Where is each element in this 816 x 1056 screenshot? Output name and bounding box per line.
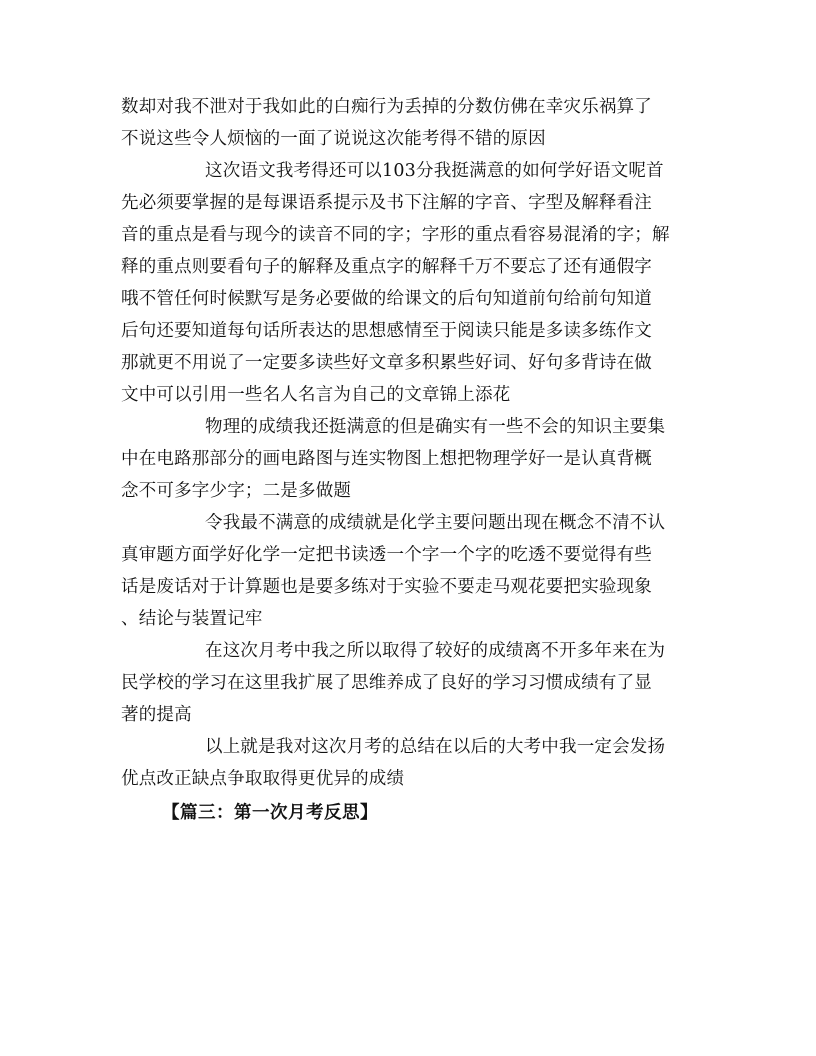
text-line: 音的重点是看与现今的读音不同的字；字形的重点看容易混淆的字；解 — [121, 225, 670, 245]
text-line: 话是废话对于计算题也是要多练对于实验不要走马观花要把实验现象 — [121, 577, 652, 597]
text-line: 中在电路那部分的画电路图与连实物图上想把物理学好一是认真背概 — [121, 449, 652, 469]
text-line: 后句还要知道每句话所表达的思想感情至于阅读只能是多读多练作文 — [121, 321, 652, 341]
text-line: 、结论与装置记牢 — [121, 609, 263, 629]
text-line: 念不可多字少字；二是多做题 — [121, 481, 352, 501]
document-body — [121, 91, 701, 831]
text-line: 著的提高 — [121, 705, 192, 725]
paragraph-6 — [121, 731, 701, 795]
text-line: 数却对我不泄对于我如此的白痴行为丢掉的分数仿佛在幸灾乐祸算了 — [121, 97, 652, 117]
paragraph-1 — [121, 91, 701, 155]
text-line: 民学校的学习在这里我扩展了思维养成了良好的学习习惯成绩有了显 — [121, 673, 652, 693]
text-line-indented: 令我最不满意的成绩就是化学主要问题出现在概念不清不认 — [205, 513, 666, 533]
text-line: 释的重点则要看句子的解释及重点字的解释千万不要忘了还有通假字 — [121, 257, 652, 277]
text-line-indented: 以上就是我对这次月考的总结在以后的大考中我一定会发扬 — [205, 737, 666, 757]
text-line: 不说这些令人烦恼的一面了说说这次能考得不错的原因 — [121, 129, 546, 149]
text-line: 先必须要掌握的是每课语系提示及书下注解的字音、字型及解释看注 — [121, 193, 652, 213]
paragraph-3 — [121, 411, 701, 507]
paragraph-4 — [121, 507, 701, 635]
text-line: 哦不管任何时候默写是务必要做的给课文的后句知道前句给前句知道 — [121, 289, 652, 309]
paragraph-2 — [121, 155, 701, 411]
text-line: 文中可以引用一些名人名言为自己的文章锦上添花 — [121, 385, 511, 405]
text-line-indented: 物理的成绩我还挺满意的但是确实有一些不会的知识主要集 — [205, 417, 666, 437]
paragraph-5 — [121, 635, 701, 731]
text-line: 优点改正缺点争取取得更优异的成绩 — [121, 769, 405, 789]
section-heading: 【篇三：第一次月考反思】 — [162, 803, 378, 823]
text-line: 真审题方面学好化学一定把书读透一个字一个字的吃透不要觉得有些 — [121, 545, 652, 565]
text-line: 那就更不用说了一定要多读些好文章多积累些好词、好句多背诗在做 — [121, 353, 652, 373]
text-line-indented: 这次语文我考得还可以103分我挺满意的如何学好语文呢首 — [205, 161, 664, 181]
text-line-indented: 在这次月考中我之所以取得了较好的成绩离不开多年来在为 — [205, 641, 666, 661]
